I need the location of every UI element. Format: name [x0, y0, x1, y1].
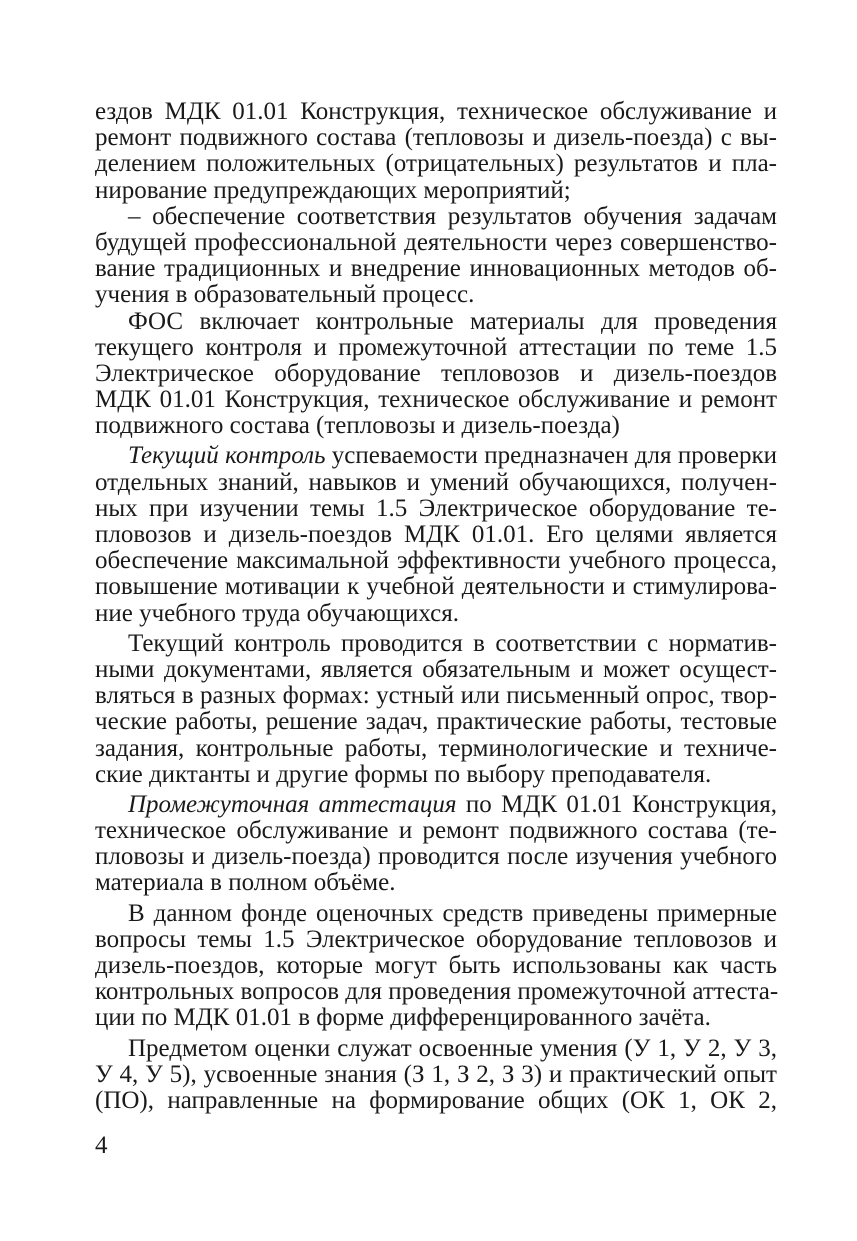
paragraph: [95, 309, 777, 440]
text-line: нирование предупреждающих мероприятий;: [95, 176, 571, 204]
text-line: ными документами, является обязательным и может осущест-: [95, 655, 777, 683]
text-line: ремонт подвижного состава (тепловозы и дизель-поезда) с вы-: [95, 124, 777, 152]
text-run: по МДК 01.01 Конструкция,: [456, 790, 777, 818]
text-line: [95, 792, 777, 818]
italic-term: Промежуточная аттестация: [128, 790, 457, 818]
paragraph: [95, 99, 777, 204]
italic-term: Текущий контроль: [128, 442, 326, 470]
paragraph: [95, 443, 777, 626]
paragraph: [95, 1036, 777, 1115]
paragraph: [95, 204, 777, 309]
text-line: делением положительных (отрицательных) результатов и пла-: [95, 150, 777, 178]
text-line: ездов МДК 01.01 Конструкция, техническое обслуживание и: [95, 98, 777, 125]
text-line: [95, 443, 777, 469]
text-line: текущего контроля и промежуточной аттестации по теме 1.5: [95, 333, 777, 361]
text-line: ных при изучении темы 1.5 Электрическое оборудование те-: [95, 494, 777, 522]
text-line: отдельных знаний, навыков и умений обучающихся, получен-: [95, 468, 777, 496]
text-line: В данном фонде оценочных средств приведены примерные: [128, 899, 777, 927]
text-line: техническое обслуживание и ремонт подвижного состава (те-: [95, 817, 777, 845]
text-line: вляться в разных формах: устный или письменный опрос, твор-: [95, 682, 777, 710]
text-line: вание традиционных и внедрение инновационных методов об-: [95, 255, 777, 283]
paragraph: [95, 901, 777, 1032]
text-line: Предметом оценки служат освоенные умения (У 1, У 2, У 3,: [128, 1034, 777, 1062]
text-line: ФОС включает контрольные материалы для проведения: [128, 307, 777, 335]
text-line: материала в полном объёме.: [95, 869, 396, 897]
text-line: У 4, У 5), усвоенные знания (З 1, З 2, З 3) и практический опыт: [95, 1060, 777, 1088]
text-line: контрольных вопросов для проведения промежуточной аттеста-: [95, 978, 779, 1006]
text-line: обеспечение максимальной эффективности учебного процесса,: [95, 547, 777, 575]
text-line: ческие работы, решение задач, практические работы, тестовые: [95, 708, 777, 736]
page-number: 4: [95, 1132, 108, 1159]
text-line: ние учебного труда обучающихся.: [95, 599, 460, 627]
text-line: Текущий контроль проводится в соответствии с норматив-: [128, 629, 777, 657]
text-run: успеваемости предназначен для проверки: [325, 442, 778, 470]
text-line: (ПО), направленные на формирование общих (ОК 1, ОК 2,: [95, 1086, 777, 1114]
paragraph: [95, 631, 777, 788]
text-line: повышение мотивации к учебной деятельности и стимулирова-: [95, 573, 777, 601]
text-line: ции по МДК 01.01 в форме дифференцированного зачёта.: [95, 1004, 711, 1032]
paragraph: [95, 792, 777, 897]
text-line: ские диктанты и другие формы по выбору преподавателя.: [95, 760, 712, 788]
text-line: Электрическое оборудование тепловозов и дизель-поездов: [95, 359, 777, 387]
text-line: задания, контрольные работы, терминологические и техниче-: [95, 734, 777, 762]
text-line: МДК 01.01 Конструкция, техническое обслуживание и ремонт: [95, 386, 777, 414]
text-line: вопросы темы 1.5 Электрическое оборудование тепловозов и: [95, 925, 777, 953]
text-line: учения в образовательный процесс.: [95, 281, 475, 309]
text-line: дизель-поездов, которые могут быть использованы как часть: [95, 952, 777, 979]
text-line: – обеспечение соответствия результатов обучения задачам: [128, 202, 777, 230]
text-line: пловозы и дизель-поезда) проводится после изучения учебного: [95, 843, 777, 871]
text-line: будущей профессиональной деятельности через совершенство-: [95, 228, 777, 256]
document-page: [95, 99, 777, 1114]
text-line: подвижного состава (тепловозы и дизель-поезда): [95, 412, 620, 440]
text-line: пловозов и дизель-поездов МДК 01.01. Его целями является: [95, 521, 777, 548]
